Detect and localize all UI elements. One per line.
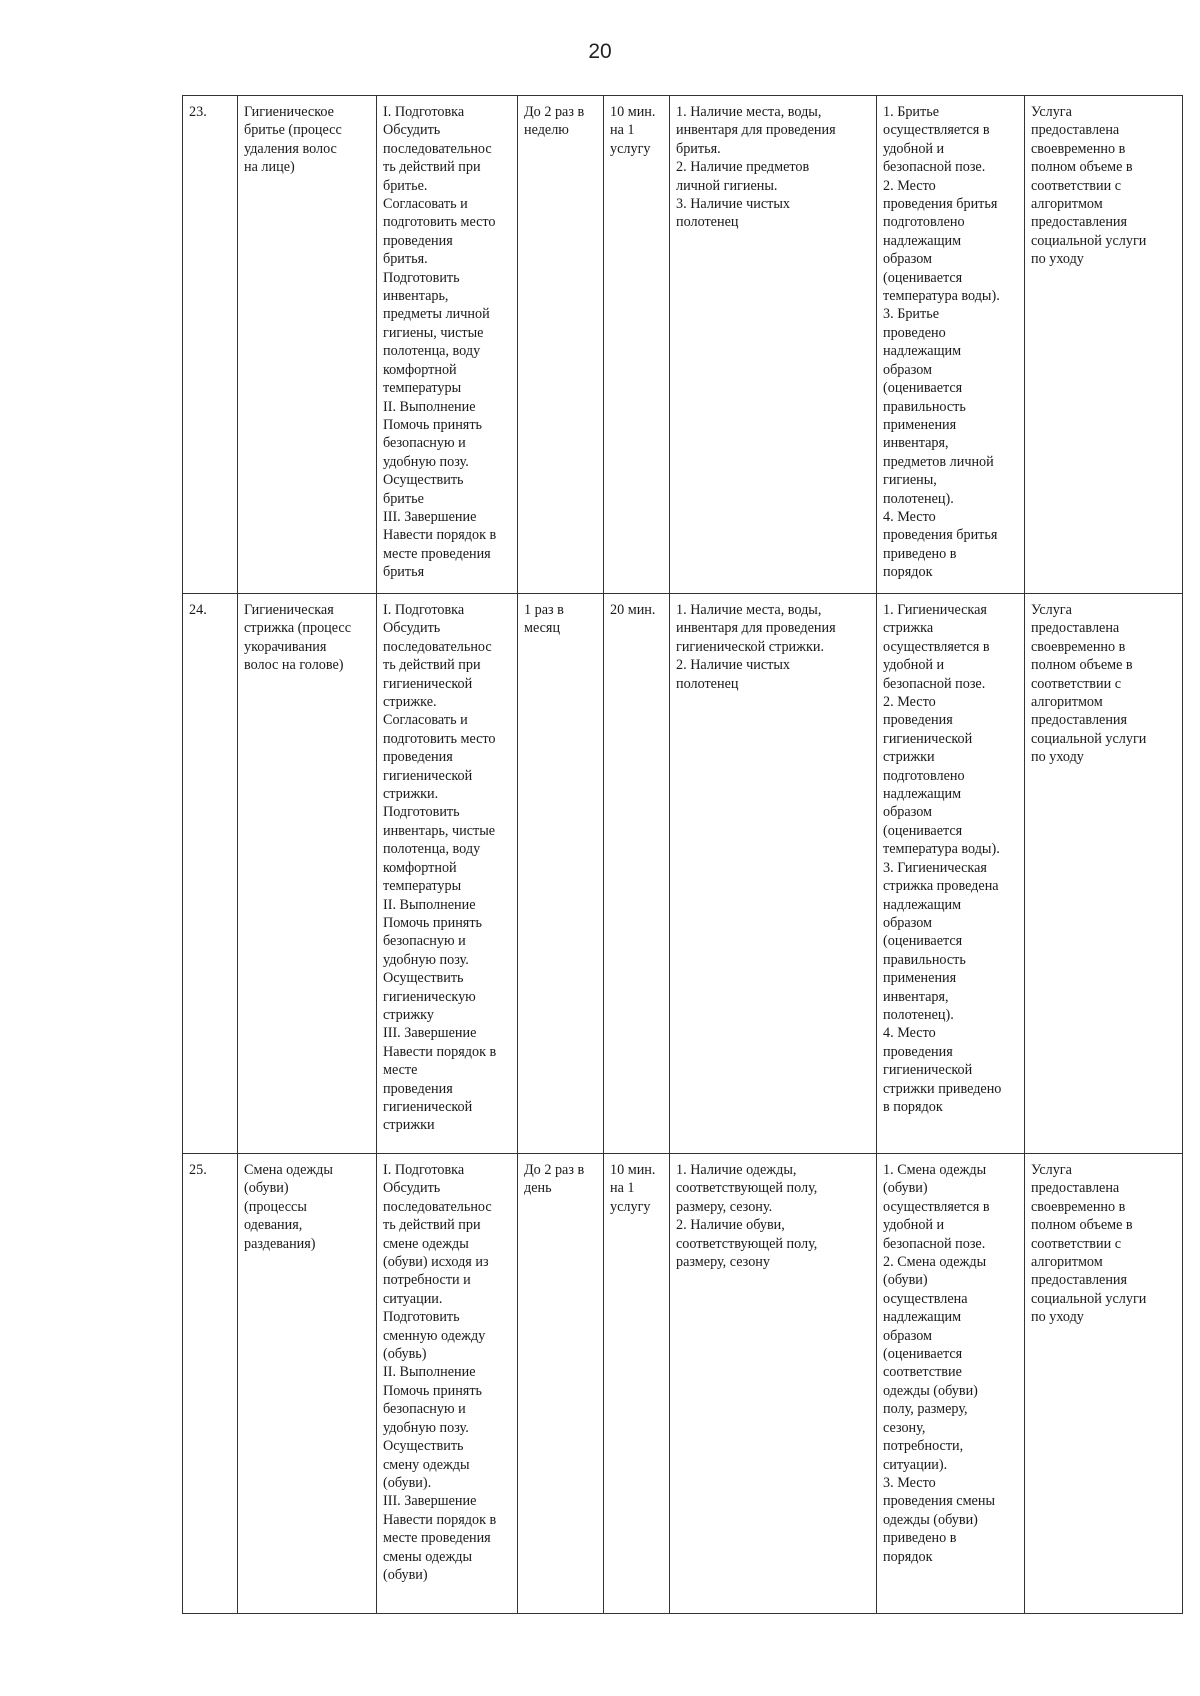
quality-indicators-cell xyxy=(877,594,1025,1154)
procedure-cell xyxy=(377,1154,518,1614)
service-procedure: I. Подготовка Обсудить последовательнос ть действий при гигиенической стрижке. Согласовать и подготовить место проведения гигиенической стрижки. Подготовить инвентарь, чистые полотенца, воду комфортной температуры II. Выполнение Помочь принять безопасную и удобную позу. Осуществить гигиеническую стрижку III. Завершение Навести порядок в месте проведения гигиенической стрижки xyxy=(383,602,497,1134)
service-name: Гигиеническое бритье (процесс удаления волос на лице) xyxy=(244,104,342,176)
procedure-cell xyxy=(377,96,518,594)
quality-indicators: 1. Смена одежды (обуви) осуществляется в удобной и безопасной позе. 2. Смена одежды (обуви) осуществлена надлежащим образом (оценивается соответствие одежды (обуви) полу, размеру, сезону, потребности, ситуации). 3. Место проведения смены одежды (обуви) приведено в порядок xyxy=(883,1162,995,1565)
service-duration: 10 мин. на 1 услугу xyxy=(610,104,656,157)
frequency-cell xyxy=(518,594,604,1154)
quality-indicators-cell xyxy=(877,96,1025,594)
service-conditions: 1. Наличие одежды, соответствующей полу, размеру, сезону. 2. Наличие обуви, соответствующей полу, размеру, сезону xyxy=(676,1162,818,1271)
service-evaluation: Услуга предоставлена своевременно в полном объеме в соответствии с алгоритмом предоставления социальной услуги по уходу xyxy=(1031,104,1147,268)
service-name: Гигиеническая стрижка (процесс укорачивания волос на голове) xyxy=(244,602,352,674)
frequency-cell xyxy=(518,1154,604,1614)
duration-cell xyxy=(604,96,670,594)
quality-indicators: 1. Гигиеническая стрижка осуществляется в удобной и безопасной позе. 2. Место проведения гигиенической стрижки подготовлено надлежащим образом (оценивается температура воды). 3. Гигиеническая стрижка проведена надлежащим образом (оценивается правильность применения инвентаря, полотенец). 4. Место проведения гигиенической стрижки приведено в порядок xyxy=(883,602,1002,1115)
service-evaluation: Услуга предоставлена своевременно в полном объеме в соответствии с алгоритмом предоставления социальной услуги по уходу xyxy=(1031,1162,1147,1326)
evaluation-cell xyxy=(1025,1154,1183,1614)
row-number: 25. xyxy=(189,1162,207,1178)
service-name: Смена одежды (обуви) (процессы одевания, раздевания) xyxy=(244,1162,333,1252)
service-conditions: 1. Наличие места, воды, инвентаря для проведения бритья. 2. Наличие предметов личной гигиены. 3. Наличие чистых полотенец xyxy=(676,104,836,231)
quality-indicators-cell xyxy=(877,1154,1025,1614)
service-procedure: I. Подготовка Обсудить последовательнос ть действий при смене одежды (обуви) исходя из потребности и ситуации. Подготовить сменную одежду (обувь) II. Выполнение Помочь принять безопасную и удобную позу. Осуществить смену одежды (обуви). III. Завершение Навести порядок в месте проведения смены одежды (обуви) xyxy=(383,1162,497,1583)
service-evaluation: Услуга предоставлена своевременно в полном объеме в соответствии с алгоритмом предоставления социальной услуги по уходу xyxy=(1031,602,1147,766)
row-number-cell xyxy=(183,594,238,1154)
page-number: 20 xyxy=(588,40,612,63)
conditions-cell xyxy=(670,96,877,594)
service-frequency: До 2 раз в день xyxy=(524,1162,585,1197)
quality-indicators: 1. Бритье осуществляется в удобной и безопасной позе. 2. Место проведения бритья подготовлено надлежащим образом (оценивается температура воды). 3. Бритье проведено надлежащим образом (оценивается правильность применения инвентаря, предметов личной гигиены, полотенец). 4. Место проведения бритья приведено в порядок xyxy=(883,104,1000,581)
row-number: 23. xyxy=(189,104,207,120)
services-table xyxy=(182,95,1183,1614)
row-number-cell xyxy=(183,1154,238,1614)
frequency-cell xyxy=(518,96,604,594)
service-conditions: 1. Наличие места, воды, инвентаря для проведения гигиенической стрижки. 2. Наличие чистых полотенец xyxy=(676,602,836,692)
conditions-cell xyxy=(670,1154,877,1614)
evaluation-cell xyxy=(1025,594,1183,1154)
evaluation-cell xyxy=(1025,96,1183,594)
service-name-cell xyxy=(238,594,377,1154)
service-duration: 20 мин. xyxy=(610,602,656,618)
service-procedure: I. Подготовка Обсудить последовательнос ть действий при бритье. Согласовать и подготовить место проведения бритья. Подготовить инвентарь, предметы личной гигиены, чистые полотенца, воду комфортной температуры II. Выполнение Помочь принять безопасную и удобную позу. Осуществить бритье III. Завершение Навести порядок в месте проведения бритья xyxy=(383,104,497,581)
service-frequency: 1 раз в месяц xyxy=(524,602,564,637)
service-name-cell xyxy=(238,1154,377,1614)
row-number-cell xyxy=(183,96,238,594)
table-row xyxy=(183,1154,1183,1614)
service-name-cell xyxy=(238,96,377,594)
table-row xyxy=(183,96,1183,594)
row-number: 24. xyxy=(189,602,207,618)
table-row xyxy=(183,594,1183,1154)
duration-cell xyxy=(604,594,670,1154)
procedure-cell xyxy=(377,594,518,1154)
service-duration: 10 мин. на 1 услугу xyxy=(610,1162,656,1215)
service-frequency: До 2 раз в неделю xyxy=(524,104,585,139)
conditions-cell xyxy=(670,594,877,1154)
duration-cell xyxy=(604,1154,670,1614)
